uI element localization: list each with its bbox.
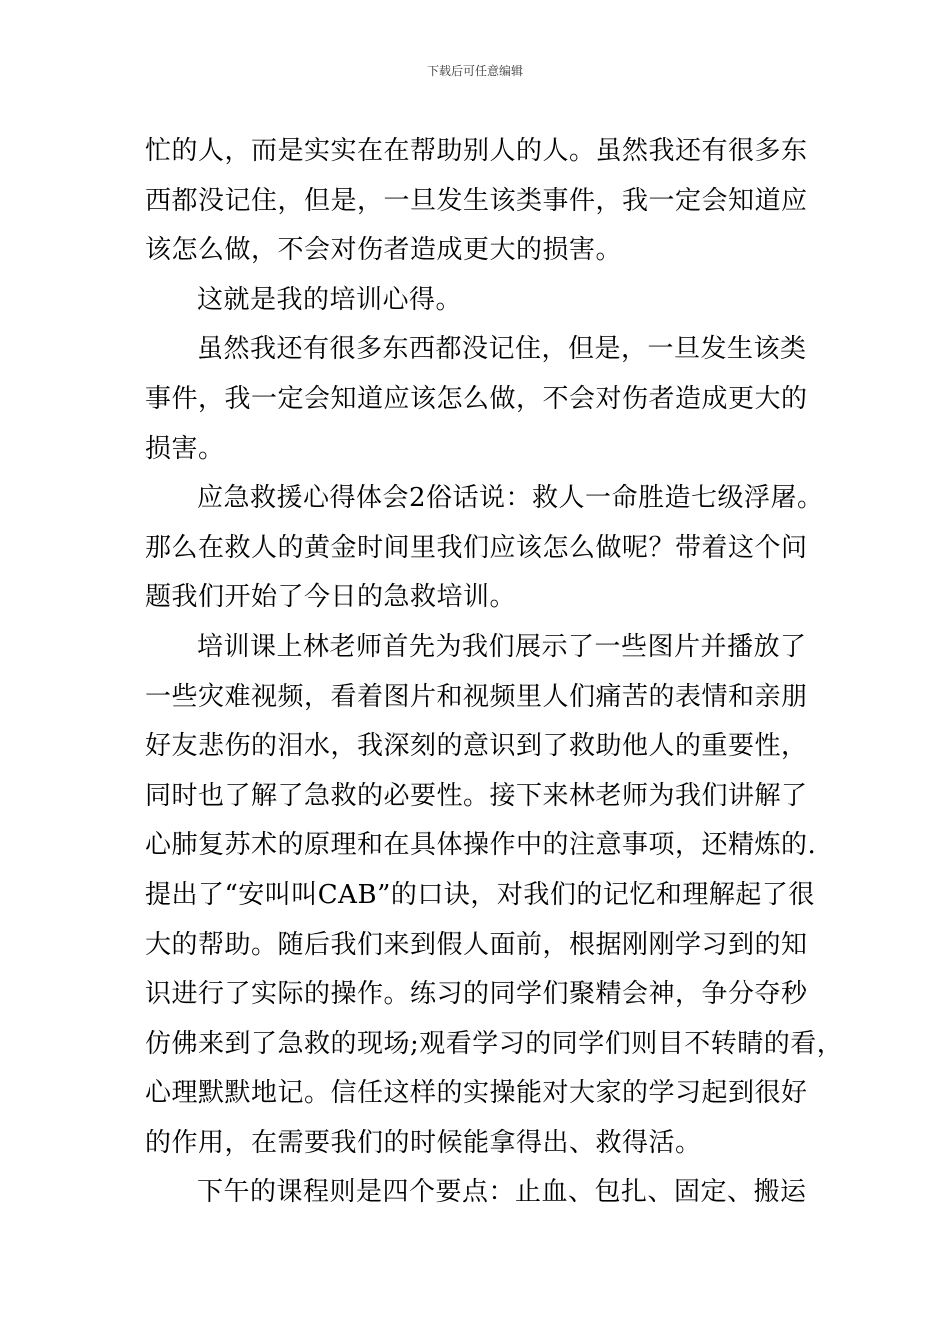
paragraph-line: 损害。 bbox=[145, 433, 225, 464]
paragraph-line: 虽然我还有很多东西都没记住，但是，一旦发生该类 bbox=[197, 334, 807, 365]
paragraph-line: 事件，我一定会知道应该怎么做，不会对伤者造成更大的 bbox=[145, 383, 808, 414]
page-header: 下载后可任意编辑 bbox=[426, 64, 523, 78]
paragraph-line: 一些灾难视频，看着图片和视频里人们痛苦的表情和亲朋 bbox=[145, 681, 808, 712]
paragraph-line: 心肺复苏术的原理和在具体操作中的注意事项，还精炼的. bbox=[145, 830, 817, 861]
document-body bbox=[145, 127, 844, 1218]
paragraph-line: 应急救援心得体会2俗话说：救人一命胜造七级浮屠。 bbox=[197, 483, 824, 514]
paragraph-line: 忙的人，而是实实在在帮助别人的人。虽然我还有很多东 bbox=[145, 136, 808, 166]
paragraph-line: 题我们开始了今日的急救培训。 bbox=[145, 582, 517, 613]
paragraph-line: 同时也了解了急救的必要性。接下来林老师为我们讲解了 bbox=[145, 780, 808, 811]
paragraph-line: 提出了“安叫叫CAB”的口诀，对我们的记忆和理解起了很 bbox=[145, 879, 815, 910]
paragraph-1 bbox=[145, 127, 835, 276]
paragraph-line: 那么在救人的黄金时间里我们应该怎么做呢？带着这个问 bbox=[145, 532, 808, 563]
paragraph-line: 好友悲伤的泪水，我深刻的意识到了救助他人的重要性， bbox=[145, 731, 808, 762]
paragraph-line: 心理默默地记。信任这样的实操能对大家的学习起到很好 bbox=[145, 1078, 808, 1109]
paragraph-line: 识进行了实际的操作。练习的同学们聚精会神，争分夺秒 bbox=[145, 979, 808, 1010]
paragraph-line: 培训课上林老师首先为我们展示了一些图片并播放了 bbox=[197, 631, 807, 662]
paragraph-6 bbox=[145, 1168, 835, 1218]
paragraph-line: 仿佛来到了急救的现场;观看学习的同学们则目不转睛的看， bbox=[145, 1028, 844, 1059]
paragraph-4 bbox=[145, 474, 835, 623]
paragraph-line: 大的帮助。随后我们来到假人面前，根据刚刚学习到的知 bbox=[145, 929, 808, 960]
paragraph-5 bbox=[145, 623, 844, 1169]
paragraph-line: 该怎么做，不会对伤者造成更大的损害。 bbox=[145, 235, 623, 266]
paragraph-3 bbox=[145, 325, 835, 474]
paragraph-line: 西都没记住，但是，一旦发生该类事件，我一定会知道应 bbox=[145, 185, 808, 216]
paragraph-2 bbox=[145, 276, 835, 326]
paragraph-line: 这就是我的培训心得。 bbox=[197, 284, 463, 315]
paragraph-line: 下午的课程则是四个要点：止血、包扎、固定、搬运 bbox=[197, 1177, 807, 1208]
paragraph-line: 的作用，在需要我们的时候能拿得出、救得活。 bbox=[145, 1127, 702, 1158]
